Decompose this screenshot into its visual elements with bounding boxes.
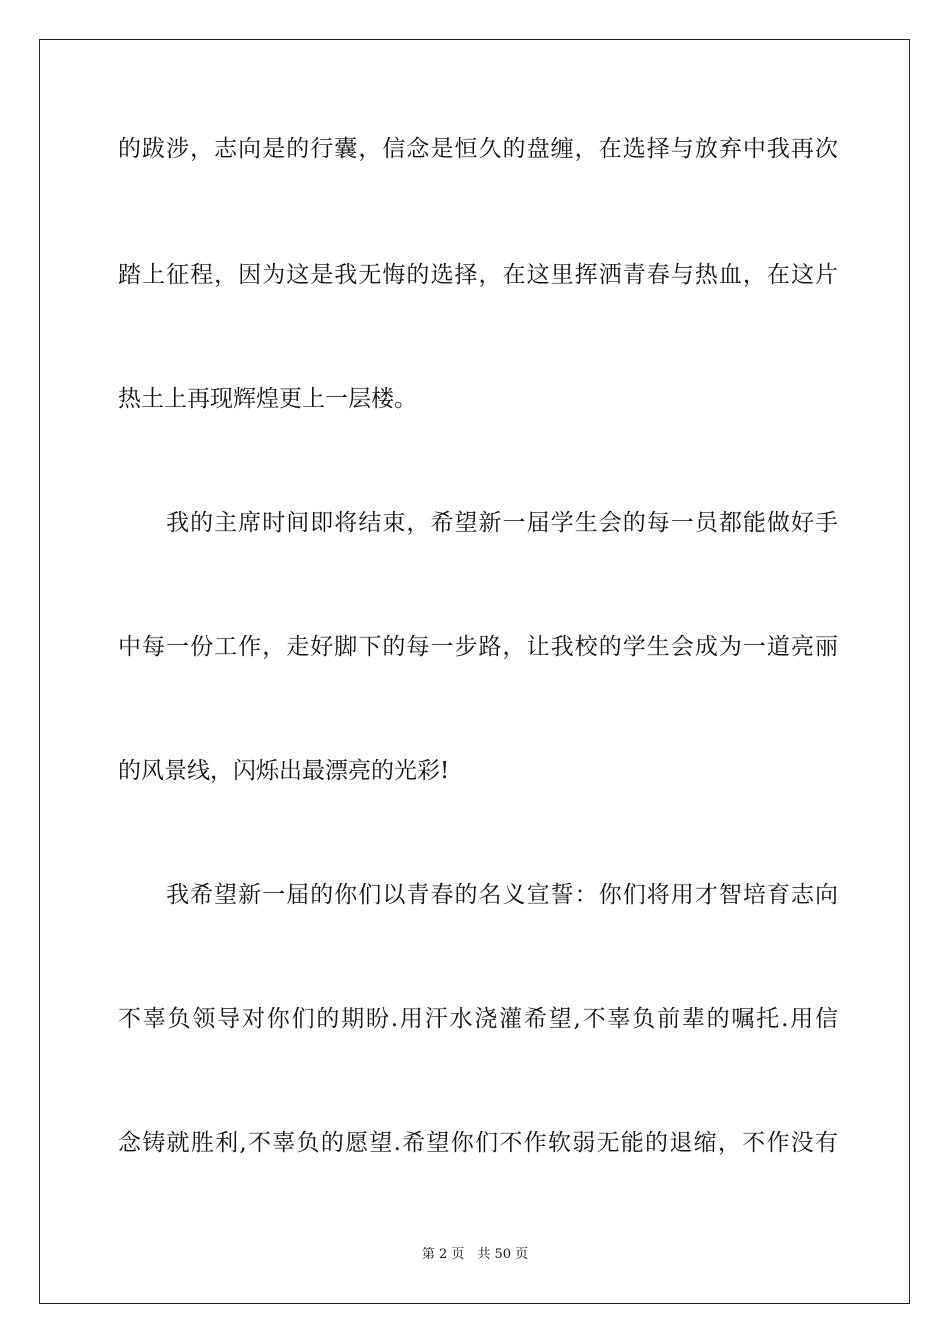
paragraph-line: 念铸就胜利,不辜负的愿望.希望你们不作软弱无能的退缩，不作没有 bbox=[118, 1130, 838, 1156]
paragraph-line: 热土上再现辉煌更上一层楼。 bbox=[118, 386, 417, 412]
paragraph-line: 踏上征程，因为这是我无悔的选择，在这里挥洒青春与热血，在这片 bbox=[118, 262, 838, 288]
page-frame bbox=[39, 39, 910, 1304]
paragraph-line: 我希望新一届的你们以青春的名义宣誓：你们将用才智培育志向 bbox=[118, 882, 838, 908]
paragraph-line: 的风景线，闪烁出最漂亮的光彩! bbox=[118, 758, 450, 784]
page-number-label: 第 2 页 共 50 页 bbox=[421, 1247, 529, 1262]
paragraph-line: 的跋涉，志向是的行囊，信念是恒久的盘缠，在选择与放弃中我再次 bbox=[118, 136, 838, 162]
page-number-footer bbox=[0, 1246, 950, 1264]
paragraph-line: 中每一份工作，走好脚下的每一步路，让我校的学生会成为一道亮丽 bbox=[118, 634, 838, 660]
paragraph-line: 我的主席时间即将结束，希望新一届学生会的每一员都能做好手 bbox=[118, 510, 838, 536]
paragraph-line: 不辜负领导对你们的期盼.用汗水浇灌希望,不辜负前辈的嘱托.用信 bbox=[118, 1006, 838, 1032]
